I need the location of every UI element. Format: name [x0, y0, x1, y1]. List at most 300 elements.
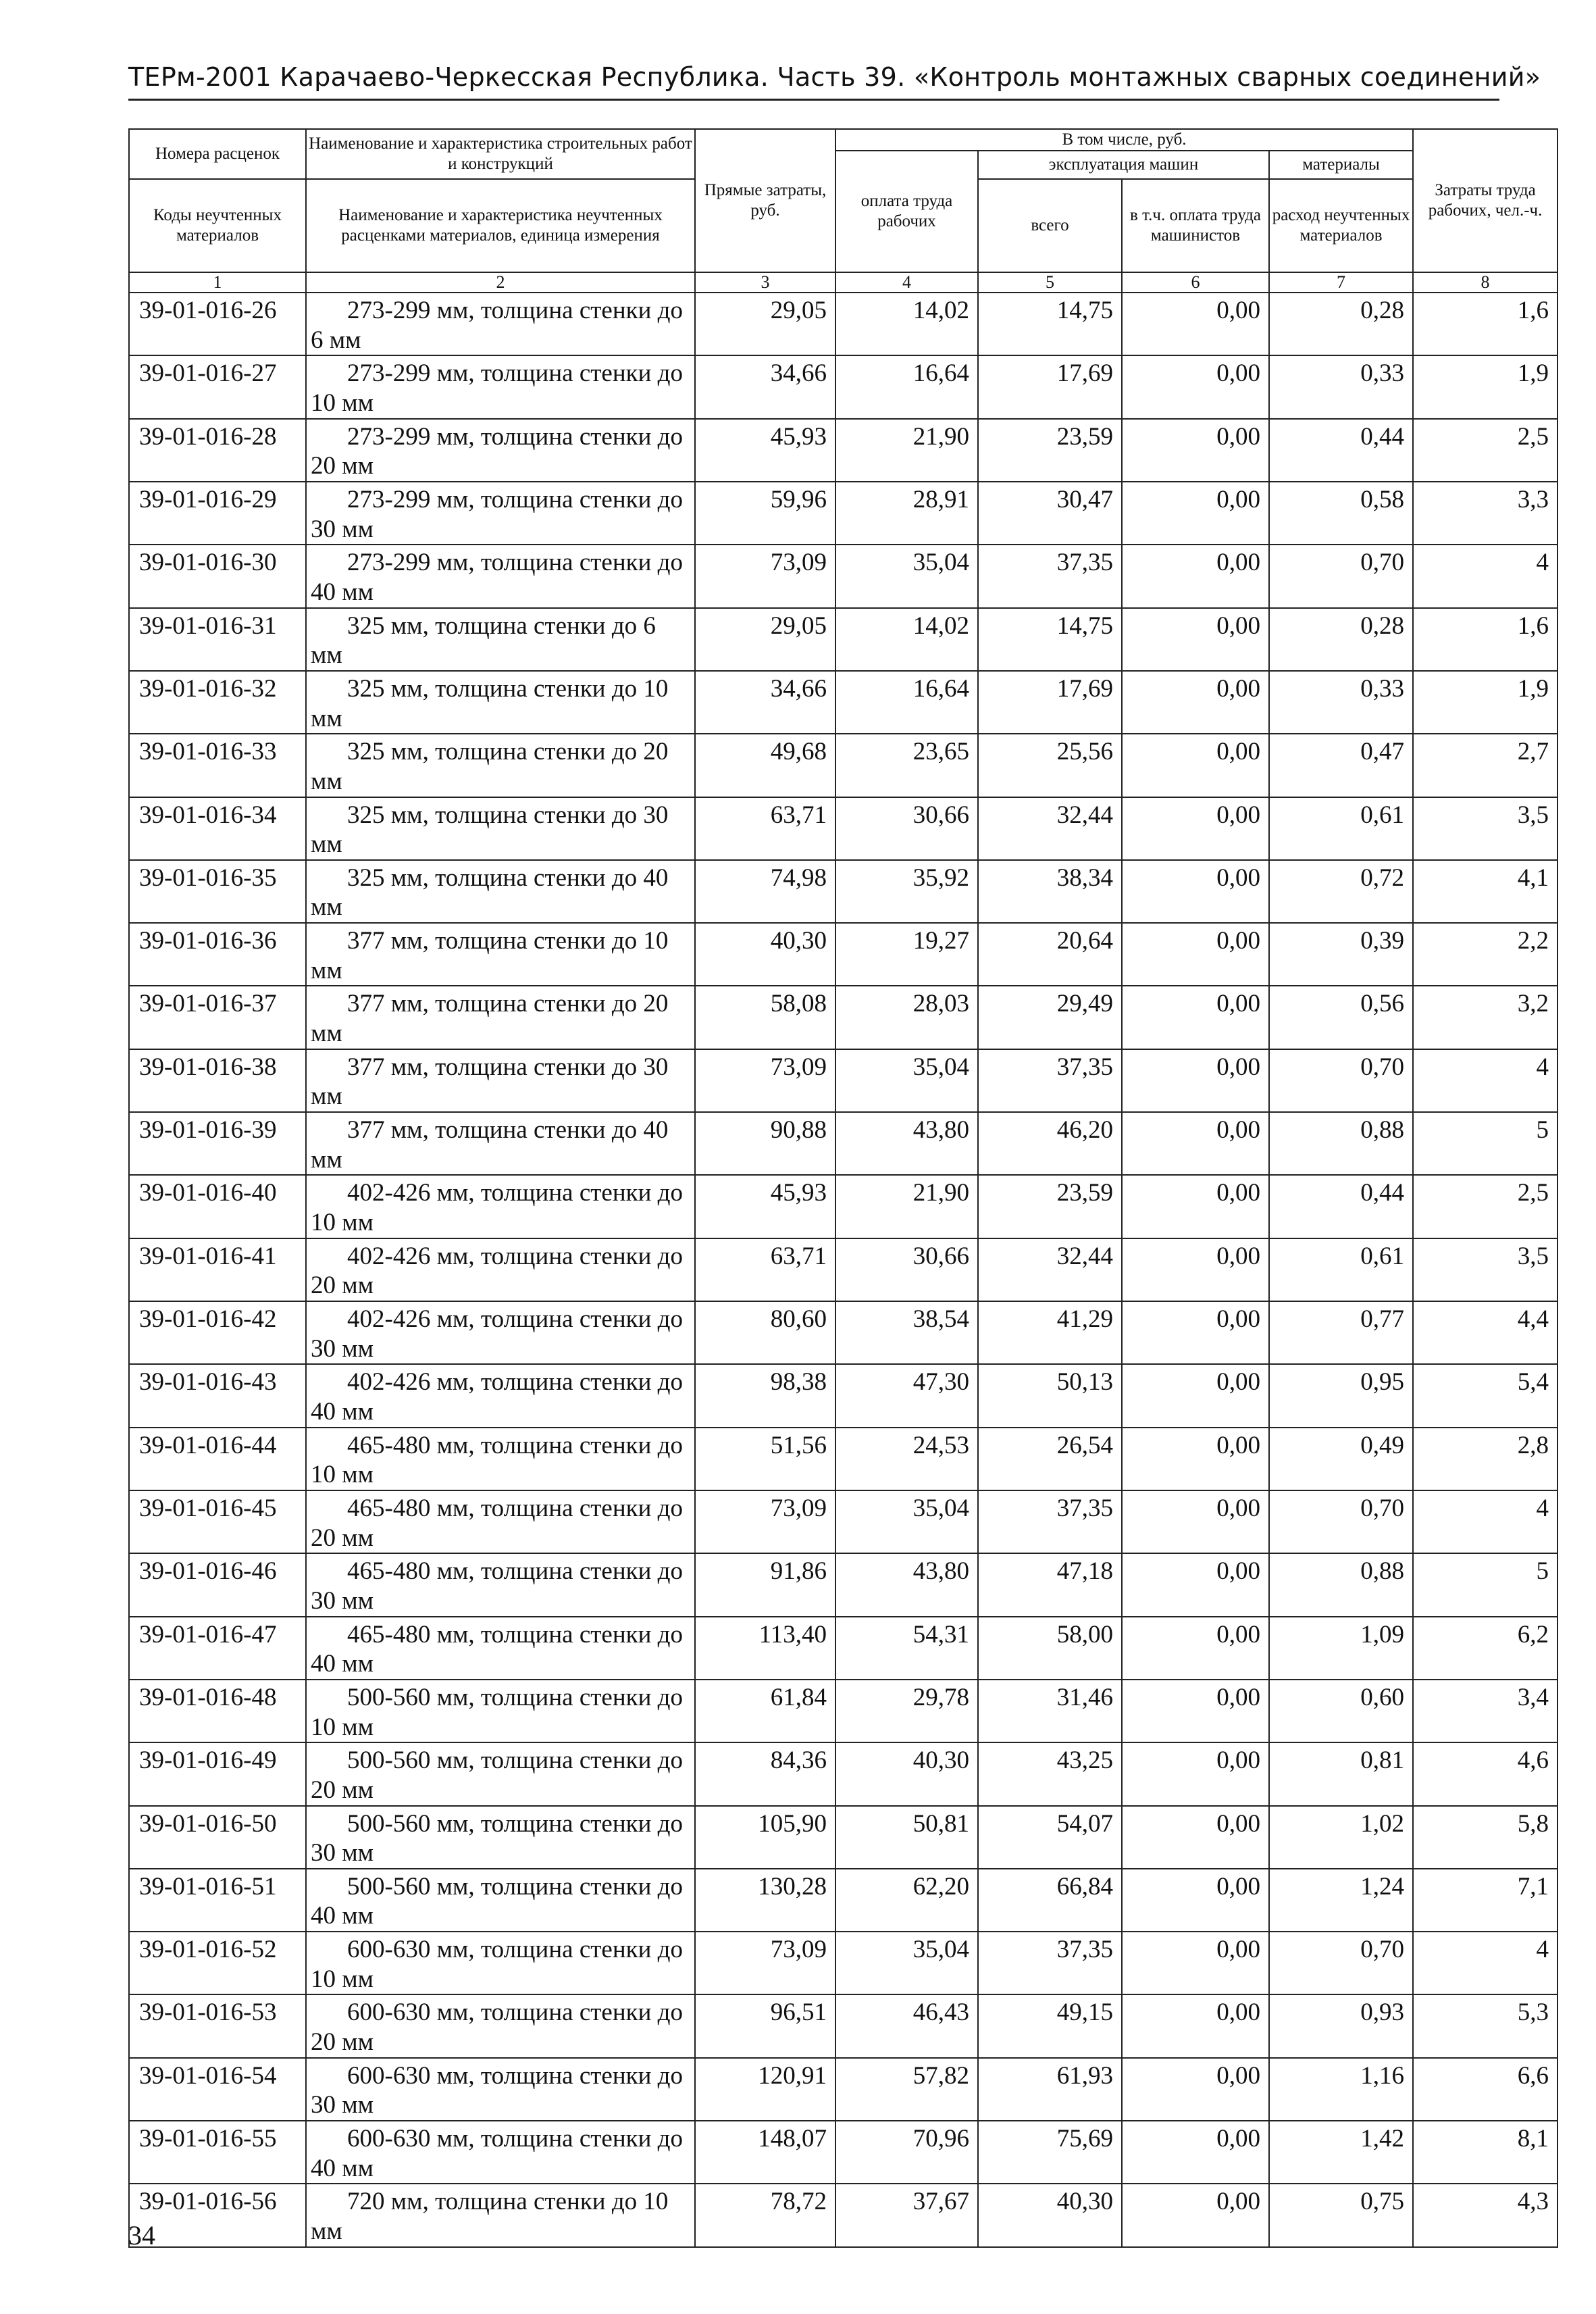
header-including-group: В том числе, руб. — [835, 129, 1413, 151]
cell-machinist-wages: 0,00 — [1122, 1932, 1269, 1994]
cell-rate-code: 39-01-016-49 — [129, 1742, 306, 1805]
table-row — [129, 1364, 1558, 1427]
cell-labor-hours: 5,4 — [1413, 1364, 1558, 1427]
cell-work-description: 500-560 мм, толщина стенки до 10 мм — [306, 1680, 695, 1742]
cell-labor-hours: 1,9 — [1413, 671, 1558, 734]
table-row — [129, 608, 1558, 671]
table-row — [129, 1742, 1558, 1805]
cell-material-consumption: 0,47 — [1269, 734, 1413, 797]
cell-machinist-wages: 0,00 — [1122, 2058, 1269, 2121]
cell-machines-total: 32,44 — [978, 797, 1122, 860]
cell-work-description: 600-630 мм, толщина стенки до 30 мм — [306, 2058, 695, 2121]
cell-machines-total: 54,07 — [978, 1806, 1122, 1869]
rates-table-body — [129, 293, 1558, 2247]
cell-rate-code: 39-01-016-28 — [129, 419, 306, 482]
header-machines-total: всего — [978, 179, 1122, 272]
table-row — [129, 1932, 1558, 1994]
table-row — [129, 1428, 1558, 1490]
cell-machinist-wages: 0,00 — [1122, 1680, 1269, 1742]
cell-machinist-wages: 0,00 — [1122, 1617, 1269, 1680]
cell-machinist-wages: 0,00 — [1122, 482, 1269, 545]
cell-machines-total: 37,35 — [978, 1049, 1122, 1112]
cell-material-consumption: 0,88 — [1269, 1112, 1413, 1175]
header-labor-hours: Затраты труда рабочих, чел.-ч. — [1413, 129, 1558, 272]
cell-machines-total: 37,35 — [978, 545, 1122, 607]
table-row — [129, 2058, 1558, 2121]
cell-machinist-wages: 0,00 — [1122, 1994, 1269, 2057]
cell-direct-costs: 51,56 — [695, 1428, 835, 1490]
column-number: 1 — [129, 272, 306, 293]
cell-work-description: 600-630 мм, толщина стенки до 40 мм — [306, 2121, 695, 2184]
column-number: 5 — [978, 272, 1122, 293]
cell-machinist-wages: 0,00 — [1122, 1742, 1269, 1805]
table-row — [129, 923, 1558, 986]
cell-machinist-wages: 0,00 — [1122, 419, 1269, 482]
cell-work-description: 500-560 мм, толщина стенки до 30 мм — [306, 1806, 695, 1869]
cell-material-consumption: 0,61 — [1269, 797, 1413, 860]
cell-worker-wages: 50,81 — [835, 1806, 978, 1869]
cell-worker-wages: 54,31 — [835, 1617, 978, 1680]
cell-machinist-wages: 0,00 — [1122, 1869, 1269, 1932]
cell-worker-wages: 40,30 — [835, 1742, 978, 1805]
cell-material-consumption: 0,39 — [1269, 923, 1413, 986]
table-row — [129, 1049, 1558, 1112]
cell-direct-costs: 73,09 — [695, 1932, 835, 1994]
cell-direct-costs: 61,84 — [695, 1680, 835, 1742]
table-row — [129, 1869, 1558, 1932]
cell-machines-total: 30,47 — [978, 482, 1122, 545]
header-work-name: Наименование и характеристика строительных работ и конструкций — [306, 129, 695, 179]
cell-worker-wages: 23,65 — [835, 734, 978, 797]
table-row — [129, 2184, 1558, 2246]
cell-machines-total: 31,46 — [978, 1680, 1122, 1742]
table-row — [129, 355, 1558, 418]
cell-worker-wages: 43,80 — [835, 1553, 978, 1616]
table-row — [129, 671, 1558, 734]
cell-rate-code: 39-01-016-44 — [129, 1428, 306, 1490]
cell-work-description: 465-480 мм, толщина стенки до 30 мм — [306, 1553, 695, 1616]
cell-work-description: 325 мм, толщина стенки до 10 мм — [306, 671, 695, 734]
cell-direct-costs: 49,68 — [695, 734, 835, 797]
cell-machinist-wages: 0,00 — [1122, 1553, 1269, 1616]
cell-material-consumption: 0,75 — [1269, 2184, 1413, 2246]
header-machine-operation: эксплуатация машин — [978, 151, 1269, 179]
table-row — [129, 734, 1558, 797]
cell-machines-total: 66,84 — [978, 1869, 1122, 1932]
cell-worker-wages: 21,90 — [835, 1175, 978, 1238]
cell-worker-wages: 24,53 — [835, 1428, 978, 1490]
cell-direct-costs: 148,07 — [695, 2121, 835, 2184]
header-machinist-wages: в т.ч. оплата труда машинистов — [1122, 179, 1269, 272]
cell-worker-wages: 30,66 — [835, 1238, 978, 1301]
table-row — [129, 1806, 1558, 1869]
table-row — [129, 293, 1558, 355]
table-row — [129, 797, 1558, 860]
rates-table — [128, 128, 1558, 2248]
table-row — [129, 1238, 1558, 1301]
cell-direct-costs: 29,05 — [695, 293, 835, 355]
header-direct-costs: Прямые затраты, руб. — [695, 129, 835, 272]
cell-direct-costs: 113,40 — [695, 1617, 835, 1680]
cell-labor-hours: 3,2 — [1413, 986, 1558, 1049]
cell-worker-wages: 57,82 — [835, 2058, 978, 2121]
cell-machines-total: 61,93 — [978, 2058, 1122, 2121]
cell-machines-total: 41,29 — [978, 1301, 1122, 1364]
cell-labor-hours: 2,5 — [1413, 1175, 1558, 1238]
table-row — [129, 482, 1558, 545]
cell-labor-hours: 3,5 — [1413, 797, 1558, 860]
cell-machines-total: 23,59 — [978, 1175, 1122, 1238]
cell-work-description: 600-630 мм, толщина стенки до 20 мм — [306, 1994, 695, 2057]
cell-worker-wages: 35,04 — [835, 1932, 978, 1994]
cell-worker-wages: 62,20 — [835, 1869, 978, 1932]
cell-machinist-wages: 0,00 — [1122, 2121, 1269, 2184]
cell-direct-costs: 59,96 — [695, 482, 835, 545]
cell-rate-code: 39-01-016-41 — [129, 1238, 306, 1301]
cell-material-consumption: 0,33 — [1269, 671, 1413, 734]
table-row — [129, 986, 1558, 1049]
table-row — [129, 1175, 1558, 1238]
cell-machinist-wages: 0,00 — [1122, 293, 1269, 355]
cell-direct-costs: 34,66 — [695, 671, 835, 734]
cell-rate-code: 39-01-016-47 — [129, 1617, 306, 1680]
cell-machines-total: 37,35 — [978, 1932, 1122, 1994]
cell-machinist-wages: 0,00 — [1122, 545, 1269, 607]
cell-direct-costs: 130,28 — [695, 1869, 835, 1932]
cell-machines-total: 49,15 — [978, 1994, 1122, 2057]
cell-worker-wages: 38,54 — [835, 1301, 978, 1364]
cell-work-description: 273-299 мм, толщина стенки до 40 мм — [306, 545, 695, 607]
cell-rate-code: 39-01-016-29 — [129, 482, 306, 545]
cell-labor-hours: 5 — [1413, 1553, 1558, 1616]
cell-rate-code: 39-01-016-40 — [129, 1175, 306, 1238]
cell-work-description: 273-299 мм, толщина стенки до 20 мм — [306, 419, 695, 482]
cell-direct-costs: 84,36 — [695, 1742, 835, 1805]
cell-machinist-wages: 0,00 — [1122, 1175, 1269, 1238]
cell-machinist-wages: 0,00 — [1122, 608, 1269, 671]
cell-machines-total: 37,35 — [978, 1490, 1122, 1553]
cell-direct-costs: 80,60 — [695, 1301, 835, 1364]
cell-labor-hours: 2,2 — [1413, 923, 1558, 986]
cell-machines-total: 23,59 — [978, 419, 1122, 482]
cell-work-description: 273-299 мм, толщина стенки до 10 мм — [306, 355, 695, 418]
cell-material-consumption: 0,56 — [1269, 986, 1413, 1049]
cell-machinist-wages: 0,00 — [1122, 1301, 1269, 1364]
cell-work-description: 500-560 мм, толщина стенки до 40 мм — [306, 1869, 695, 1932]
header-material-codes: Коды неучтенных материалов — [129, 179, 306, 272]
cell-machines-total: 58,00 — [978, 1617, 1122, 1680]
cell-machinist-wages: 0,00 — [1122, 923, 1269, 986]
cell-labor-hours: 8,1 — [1413, 2121, 1558, 2184]
cell-direct-costs: 34,66 — [695, 355, 835, 418]
cell-worker-wages: 14,02 — [835, 293, 978, 355]
cell-work-description: 402-426 мм, толщина стенки до 40 мм — [306, 1364, 695, 1427]
header-materials: материалы — [1269, 151, 1413, 179]
cell-direct-costs: 29,05 — [695, 608, 835, 671]
table-row — [129, 419, 1558, 482]
cell-worker-wages: 21,90 — [835, 419, 978, 482]
cell-material-consumption: 1,02 — [1269, 1806, 1413, 1869]
cell-machinist-wages: 0,00 — [1122, 355, 1269, 418]
cell-worker-wages: 43,80 — [835, 1112, 978, 1175]
cell-work-description: 377 мм, толщина стенки до 30 мм — [306, 1049, 695, 1112]
cell-worker-wages: 35,04 — [835, 545, 978, 607]
cell-machines-total: 40,30 — [978, 2184, 1122, 2246]
cell-work-description: 465-480 мм, толщина стенки до 20 мм — [306, 1490, 695, 1553]
cell-machinist-wages: 0,00 — [1122, 1806, 1269, 1869]
cell-material-consumption: 0,28 — [1269, 293, 1413, 355]
page-number: 34 — [128, 2220, 155, 2250]
column-number: 8 — [1413, 272, 1558, 293]
cell-rate-code: 39-01-016-30 — [129, 545, 306, 607]
cell-machinist-wages: 0,00 — [1122, 860, 1269, 923]
cell-rate-code: 39-01-016-33 — [129, 734, 306, 797]
cell-labor-hours: 7,1 — [1413, 1869, 1558, 1932]
cell-labor-hours: 2,8 — [1413, 1428, 1558, 1490]
cell-material-consumption: 0,81 — [1269, 1742, 1413, 1805]
header-material-names: Наименование и характеристика неучтенных расценками материалов, единица измерения — [306, 179, 695, 272]
cell-rate-code: 39-01-016-50 — [129, 1806, 306, 1869]
column-number: 6 — [1122, 272, 1269, 293]
table-row — [129, 1553, 1558, 1616]
cell-labor-hours: 4 — [1413, 1932, 1558, 1994]
cell-rate-code: 39-01-016-52 — [129, 1932, 306, 1994]
cell-labor-hours: 3,4 — [1413, 1680, 1558, 1742]
cell-work-description: 325 мм, толщина стенки до 40 мм — [306, 860, 695, 923]
cell-worker-wages: 28,91 — [835, 482, 978, 545]
cell-direct-costs: 45,93 — [695, 1175, 835, 1238]
cell-material-consumption: 0,70 — [1269, 1049, 1413, 1112]
cell-labor-hours: 4,4 — [1413, 1301, 1558, 1364]
cell-material-consumption: 0,44 — [1269, 419, 1413, 482]
cell-machines-total: 38,34 — [978, 860, 1122, 923]
table-row — [129, 860, 1558, 923]
column-number: 3 — [695, 272, 835, 293]
column-number: 2 — [306, 272, 695, 293]
cell-labor-hours: 6,6 — [1413, 2058, 1558, 2121]
cell-worker-wages: 16,64 — [835, 671, 978, 734]
cell-labor-hours: 1,9 — [1413, 355, 1558, 418]
header-material-consumption: расход неучтенных материалов — [1269, 179, 1413, 272]
cell-worker-wages: 30,66 — [835, 797, 978, 860]
cell-machines-total: 25,56 — [978, 734, 1122, 797]
cell-worker-wages: 16,64 — [835, 355, 978, 418]
table-row — [129, 1301, 1558, 1364]
cell-work-description: 600-630 мм, толщина стенки до 10 мм — [306, 1932, 695, 1994]
cell-material-consumption: 0,93 — [1269, 1994, 1413, 2057]
cell-rate-code: 39-01-016-56 — [129, 2184, 306, 2246]
column-number: 7 — [1269, 272, 1413, 293]
cell-material-consumption: 0,60 — [1269, 1680, 1413, 1742]
column-number: 4 — [835, 272, 978, 293]
cell-machines-total: 46,20 — [978, 1112, 1122, 1175]
cell-worker-wages: 35,04 — [835, 1049, 978, 1112]
cell-material-consumption: 0,77 — [1269, 1301, 1413, 1364]
cell-rate-code: 39-01-016-48 — [129, 1680, 306, 1742]
cell-rate-code: 39-01-016-27 — [129, 355, 306, 418]
table-row — [129, 1994, 1558, 2057]
cell-material-consumption: 0,70 — [1269, 545, 1413, 607]
cell-direct-costs: 78,72 — [695, 2184, 835, 2246]
cell-machinist-wages: 0,00 — [1122, 1238, 1269, 1301]
cell-material-consumption: 0,70 — [1269, 1490, 1413, 1553]
cell-labor-hours: 4,6 — [1413, 1742, 1558, 1805]
cell-direct-costs: 63,71 — [695, 797, 835, 860]
cell-machines-total: 20,64 — [978, 923, 1122, 986]
cell-machines-total: 14,75 — [978, 608, 1122, 671]
cell-labor-hours: 1,6 — [1413, 608, 1558, 671]
cell-rate-code: 39-01-016-43 — [129, 1364, 306, 1427]
cell-material-consumption: 0,95 — [1269, 1364, 1413, 1427]
cell-machinist-wages: 0,00 — [1122, 2184, 1269, 2246]
cell-worker-wages: 70,96 — [835, 2121, 978, 2184]
cell-work-description: 325 мм, толщина стенки до 6 мм — [306, 608, 695, 671]
table-row — [129, 2121, 1558, 2184]
cell-machines-total: 17,69 — [978, 355, 1122, 418]
cell-work-description: 273-299 мм, толщина стенки до 6 мм — [306, 293, 695, 355]
cell-material-consumption: 0,61 — [1269, 1238, 1413, 1301]
cell-machines-total: 32,44 — [978, 1238, 1122, 1301]
cell-rate-code: 39-01-016-32 — [129, 671, 306, 734]
cell-labor-hours: 3,3 — [1413, 482, 1558, 545]
cell-rate-code: 39-01-016-46 — [129, 1553, 306, 1616]
cell-direct-costs: 45,93 — [695, 419, 835, 482]
cell-material-consumption: 1,09 — [1269, 1617, 1413, 1680]
cell-labor-hours: 5 — [1413, 1112, 1558, 1175]
cell-work-description: 465-480 мм, толщина стенки до 10 мм — [306, 1428, 695, 1490]
cell-direct-costs: 90,88 — [695, 1112, 835, 1175]
cell-machinist-wages: 0,00 — [1122, 671, 1269, 734]
table-row — [129, 1617, 1558, 1680]
cell-machinist-wages: 0,00 — [1122, 734, 1269, 797]
table-row — [129, 1490, 1558, 1553]
cell-rate-code: 39-01-016-35 — [129, 860, 306, 923]
cell-machinist-wages: 0,00 — [1122, 797, 1269, 860]
cell-work-description: 465-480 мм, толщина стенки до 40 мм — [306, 1617, 695, 1680]
cell-worker-wages: 29,78 — [835, 1680, 978, 1742]
cell-direct-costs: 73,09 — [695, 1049, 835, 1112]
cell-material-consumption: 0,28 — [1269, 608, 1413, 671]
cell-labor-hours: 4 — [1413, 1490, 1558, 1553]
cell-labor-hours: 4 — [1413, 545, 1558, 607]
cell-work-description: 377 мм, толщина стенки до 20 мм — [306, 986, 695, 1049]
cell-material-consumption: 1,16 — [1269, 2058, 1413, 2121]
cell-rate-code: 39-01-016-55 — [129, 2121, 306, 2184]
cell-worker-wages: 14,02 — [835, 608, 978, 671]
cell-rate-code: 39-01-016-36 — [129, 923, 306, 986]
cell-material-consumption: 0,58 — [1269, 482, 1413, 545]
cell-worker-wages: 28,03 — [835, 986, 978, 1049]
cell-direct-costs: 105,90 — [695, 1806, 835, 1869]
cell-work-description: 377 мм, толщина стенки до 40 мм — [306, 1112, 695, 1175]
cell-direct-costs: 98,38 — [695, 1364, 835, 1427]
cell-direct-costs: 63,71 — [695, 1238, 835, 1301]
cell-machines-total: 47,18 — [978, 1553, 1122, 1616]
cell-machines-total: 75,69 — [978, 2121, 1122, 2184]
cell-rate-code: 39-01-016-37 — [129, 986, 306, 1049]
cell-rate-code: 39-01-016-51 — [129, 1869, 306, 1932]
cell-work-description: 325 мм, толщина стенки до 20 мм — [306, 734, 695, 797]
cell-material-consumption: 1,42 — [1269, 2121, 1413, 2184]
cell-work-description: 402-426 мм, толщина стенки до 10 мм — [306, 1175, 695, 1238]
cell-worker-wages: 35,04 — [835, 1490, 978, 1553]
table-row — [129, 1680, 1558, 1742]
cell-labor-hours: 2,7 — [1413, 734, 1558, 797]
cell-machines-total: 29,49 — [978, 986, 1122, 1049]
cell-work-description: 402-426 мм, толщина стенки до 30 мм — [306, 1301, 695, 1364]
cell-worker-wages: 19,27 — [835, 923, 978, 986]
cell-direct-costs: 73,09 — [695, 545, 835, 607]
cell-machines-total: 17,69 — [978, 671, 1122, 734]
cell-machinist-wages: 0,00 — [1122, 1490, 1269, 1553]
cell-rate-code: 39-01-016-53 — [129, 1994, 306, 2057]
cell-work-description: 273-299 мм, толщина стенки до 30 мм — [306, 482, 695, 545]
cell-direct-costs: 91,86 — [695, 1553, 835, 1616]
table-row — [129, 1112, 1558, 1175]
cell-material-consumption: 0,49 — [1269, 1428, 1413, 1490]
cell-rate-code: 39-01-016-26 — [129, 293, 306, 355]
cell-work-description: 325 мм, толщина стенки до 30 мм — [306, 797, 695, 860]
cell-machinist-wages: 0,00 — [1122, 1428, 1269, 1490]
cell-machines-total: 14,75 — [978, 293, 1122, 355]
cell-worker-wages: 46,43 — [835, 1994, 978, 2057]
cell-labor-hours: 5,3 — [1413, 1994, 1558, 2057]
cell-machinist-wages: 0,00 — [1122, 1049, 1269, 1112]
cell-labor-hours: 4,1 — [1413, 860, 1558, 923]
cell-rate-code: 39-01-016-42 — [129, 1301, 306, 1364]
header-worker-wages: оплата труда рабочих — [835, 151, 978, 272]
cell-rate-code: 39-01-016-54 — [129, 2058, 306, 2121]
header-rate-numbers: Номера расценок — [129, 129, 306, 179]
cell-machinist-wages: 0,00 — [1122, 986, 1269, 1049]
cell-rate-code: 39-01-016-45 — [129, 1490, 306, 1553]
cell-labor-hours: 6,2 — [1413, 1617, 1558, 1680]
cell-machinist-wages: 0,00 — [1122, 1112, 1269, 1175]
cell-material-consumption: 0,70 — [1269, 1932, 1413, 1994]
cell-labor-hours: 3,5 — [1413, 1238, 1558, 1301]
cell-material-consumption: 0,72 — [1269, 860, 1413, 923]
cell-labor-hours: 1,6 — [1413, 293, 1558, 355]
cell-direct-costs: 73,09 — [695, 1490, 835, 1553]
cell-rate-code: 39-01-016-38 — [129, 1049, 306, 1112]
cell-machines-total: 26,54 — [978, 1428, 1122, 1490]
cell-machines-total: 50,13 — [978, 1364, 1122, 1427]
cell-rate-code: 39-01-016-31 — [129, 608, 306, 671]
cell-work-description: 720 мм, толщина стенки до 10 мм — [306, 2184, 695, 2246]
table-row — [129, 545, 1558, 607]
cell-machines-total: 43,25 — [978, 1742, 1122, 1805]
cell-worker-wages: 47,30 — [835, 1364, 978, 1427]
cell-work-description: 402-426 мм, толщина стенки до 20 мм — [306, 1238, 695, 1301]
cell-rate-code: 39-01-016-34 — [129, 797, 306, 860]
cell-material-consumption: 0,88 — [1269, 1553, 1413, 1616]
cell-direct-costs: 58,08 — [695, 986, 835, 1049]
cell-direct-costs: 74,98 — [695, 860, 835, 923]
cell-labor-hours: 2,5 — [1413, 419, 1558, 482]
cell-worker-wages: 35,92 — [835, 860, 978, 923]
cell-rate-code: 39-01-016-39 — [129, 1112, 306, 1175]
cell-material-consumption: 0,33 — [1269, 355, 1413, 418]
page-header: ТЕРм-2001 Карачаево-Черкесская Республика. Часть 39. «Контроль монтажных сварных соединений» — [128, 62, 1499, 101]
cell-labor-hours: 4,3 — [1413, 2184, 1558, 2246]
cell-material-consumption: 0,44 — [1269, 1175, 1413, 1238]
cell-machinist-wages: 0,00 — [1122, 1364, 1269, 1427]
cell-work-description: 377 мм, толщина стенки до 10 мм — [306, 923, 695, 986]
cell-direct-costs: 40,30 — [695, 923, 835, 986]
cell-material-consumption: 1,24 — [1269, 1869, 1413, 1932]
cell-labor-hours: 5,8 — [1413, 1806, 1558, 1869]
cell-labor-hours: 4 — [1413, 1049, 1558, 1112]
